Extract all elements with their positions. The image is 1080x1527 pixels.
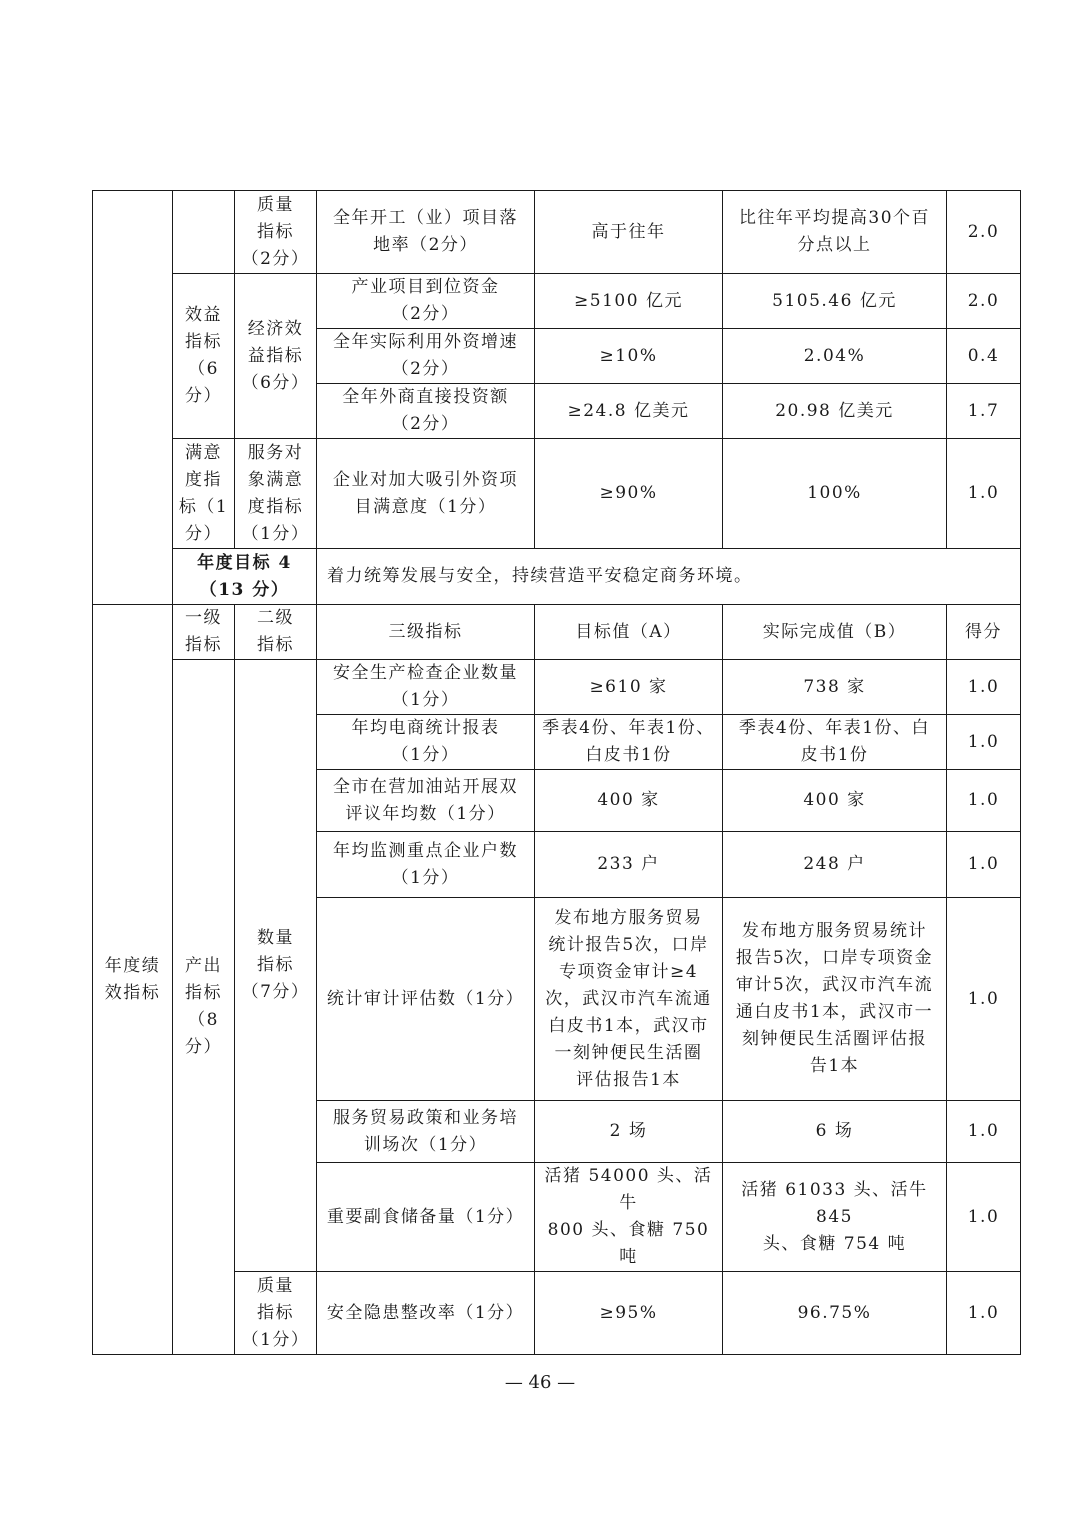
score-cell: 1.0 (947, 715, 1021, 770)
page-number: — 46 — (504, 1372, 576, 1393)
continued-level1-cell (173, 191, 235, 274)
actual-value-cell: 400 家 (723, 770, 947, 832)
level3-cell: 年均监测重点企业户数 （1分） (317, 832, 535, 898)
actual-value-cell: 20.98 亿美元 (723, 384, 947, 439)
annual-goal-row (93, 549, 1021, 605)
target-value-cell: 2 场 (535, 1101, 723, 1163)
level2-cell: 质量 指标 （2分） (235, 191, 317, 274)
header-level1: 一级 指标 (173, 605, 235, 660)
actual-value-cell: 248 户 (723, 832, 947, 898)
target-value-cell: ≥610 家 (535, 660, 723, 715)
actual-value-cell: 738 家 (723, 660, 947, 715)
score-cell: 1.0 (947, 439, 1021, 549)
level1-cell: 效益 指标 （6 分） (173, 274, 235, 439)
level3-cell: 重要副食储备量（1分） (317, 1163, 535, 1272)
score-cell: 1.0 (947, 1163, 1021, 1272)
level3-cell: 产业项目到位资金 （2分） (317, 274, 535, 329)
table-row (93, 439, 1021, 549)
level1-cell: 满意 度指 标（1 分） (173, 439, 235, 549)
table-row (93, 274, 1021, 329)
actual-value-cell: 比往年平均提高30个百 分点以上 (723, 191, 947, 274)
table-row (93, 191, 1021, 274)
target-value-cell: ≥5100 亿元 (535, 274, 723, 329)
header-score: 得分 (947, 605, 1021, 660)
header-target: 目标值（A） (535, 605, 723, 660)
target-value-cell: 发布地方服务贸易 统计报告5次，口岸 专项资金审计≥4 次，武汉市汽车流通 白皮书1本，武汉市 一刻钟便民生活圈 评估报告1本 (535, 898, 723, 1101)
continued-level0-cell (93, 191, 173, 605)
table-header-row (93, 605, 1021, 660)
level3-cell: 统计审计评估数（1分） (317, 898, 535, 1101)
actual-value-cell: 发布地方服务贸易统计 报告5次，口岸专项资金 审计5次，武汉市汽车流 通白皮书1本，武汉市一 刻钟便民生活圈评估报 告1本 (723, 898, 947, 1101)
target-value-cell: 活猪 54000 头、活牛 800 头、食糖 750 吨 (535, 1163, 723, 1272)
level2-cell: 服务对 象满意 度指标 （1分） (235, 439, 317, 549)
score-cell: 1.0 (947, 1272, 1021, 1355)
actual-value-cell: 100% (723, 439, 947, 549)
target-value-cell: 高于往年 (535, 191, 723, 274)
table-row (93, 660, 1021, 715)
level3-cell: 全年实际利用外资增速 （2分） (317, 329, 535, 384)
annual-goal-text: 着力统筹发展与安全，持续营造平安稳定商务环境。 (317, 549, 1021, 605)
header-level3: 三级指标 (317, 605, 535, 660)
score-cell: 1.7 (947, 384, 1021, 439)
score-cell: 1.0 (947, 898, 1021, 1101)
actual-value-cell: 季表4份、年表1份、白 皮书1份 (723, 715, 947, 770)
level3-cell: 全年开工（业）项目落 地率（2分） (317, 191, 535, 274)
actual-value-cell: 2.04% (723, 329, 947, 384)
level3-cell: 企业对加大吸引外资项 目满意度（1分） (317, 439, 535, 549)
level3-cell: 年均电商统计报表 （1分） (317, 715, 535, 770)
score-cell: 1.0 (947, 1101, 1021, 1163)
level3-cell: 全市在营加油站开展双 评议年均数（1分） (317, 770, 535, 832)
level2-cell: 数量 指标 （7分） (235, 660, 317, 1272)
target-value-cell: ≥24.8 亿美元 (535, 384, 723, 439)
performance-indicator-table (92, 190, 1021, 1355)
score-cell: 2.0 (947, 191, 1021, 274)
target-value-cell: 233 户 (535, 832, 723, 898)
actual-value-cell: 96.75% (723, 1272, 947, 1355)
level3-cell: 服务贸易政策和业务培 训场次（1分） (317, 1101, 535, 1163)
level3-cell: 安全生产检查企业数量 （1分） (317, 660, 535, 715)
target-value-cell: ≥90% (535, 439, 723, 549)
score-cell: 1.0 (947, 770, 1021, 832)
score-cell: 1.0 (947, 660, 1021, 715)
level3-cell: 全年外商直接投资额 （2分） (317, 384, 535, 439)
target-value-cell: ≥95% (535, 1272, 723, 1355)
header-actual: 实际完成值（B） (723, 605, 947, 660)
annual-goal-label: 年度目标 4 （13 分） (173, 549, 317, 605)
actual-value-cell: 活猪 61033 头、活牛 845 头、食糖 754 吨 (723, 1163, 947, 1272)
score-cell: 0.4 (947, 329, 1021, 384)
level2-cell: 经济效 益指标 （6分） (235, 274, 317, 439)
actual-value-cell: 5105.46 亿元 (723, 274, 947, 329)
level1-cell: 产出 指标 （8 分） (173, 660, 235, 1355)
actual-value-cell: 6 场 (723, 1101, 947, 1163)
header-level2: 二级 指标 (235, 605, 317, 660)
target-value-cell: 季表4份、年表1份、 白皮书1份 (535, 715, 723, 770)
target-value-cell: ≥10% (535, 329, 723, 384)
level3-cell: 安全隐患整改率（1分） (317, 1272, 535, 1355)
score-cell: 1.0 (947, 832, 1021, 898)
section-label-cell: 年度绩 效指标 (93, 605, 173, 1355)
target-value-cell: 400 家 (535, 770, 723, 832)
score-cell: 2.0 (947, 274, 1021, 329)
level2-cell: 质量 指标 （1分） (235, 1272, 317, 1355)
